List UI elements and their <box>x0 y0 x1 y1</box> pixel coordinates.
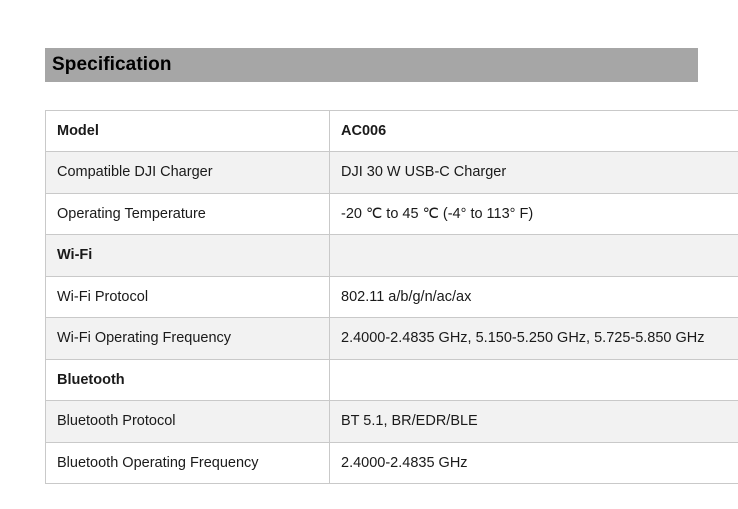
table-group-value <box>330 359 738 400</box>
table-row <box>46 152 738 193</box>
table-cell-label: Operating Temperature <box>46 193 330 234</box>
table-group-label: Bluetooth <box>46 359 330 400</box>
table-cell-label: Model <box>46 111 330 152</box>
table-cell-value: -20 ℃ to 45 ℃ (-4° to 113° F) <box>330 193 738 234</box>
table-row <box>46 442 738 483</box>
table-group-label: Wi-Fi <box>46 235 330 276</box>
table-row <box>46 401 738 442</box>
table-group-value <box>330 235 738 276</box>
table-cell-value: BT 5.1, BR/EDR/BLE <box>330 401 738 442</box>
table-cell-value: 2.4000-2.4835 GHz <box>330 442 738 483</box>
table-cell-label: Bluetooth Protocol <box>46 401 330 442</box>
page-title: Specification <box>52 54 172 75</box>
table-cell-value: DJI 30 W USB-C Charger <box>330 152 738 193</box>
table-row <box>46 111 738 152</box>
specification-table-body <box>46 111 738 484</box>
table-cell-value: AC006 <box>330 111 738 152</box>
table-row <box>46 193 738 234</box>
table-cell-label: Bluetooth Operating Frequency <box>46 442 330 483</box>
table-cell-value: 2.4000-2.4835 GHz, 5.150-5.250 GHz, 5.725-5.850 GHz <box>330 318 738 359</box>
table-group-row <box>46 235 738 276</box>
table-cell-label: Wi-Fi Operating Frequency <box>46 318 330 359</box>
table-row <box>46 276 738 317</box>
table-cell-label: Wi-Fi Protocol <box>46 276 330 317</box>
specification-table <box>45 110 738 484</box>
table-cell-label: Compatible DJI Charger <box>46 152 330 193</box>
section-header-bar <box>45 48 698 82</box>
table-group-row <box>46 359 738 400</box>
table-cell-value: 802.11 a/b/g/n/ac/ax <box>330 276 738 317</box>
table-row <box>46 318 738 359</box>
